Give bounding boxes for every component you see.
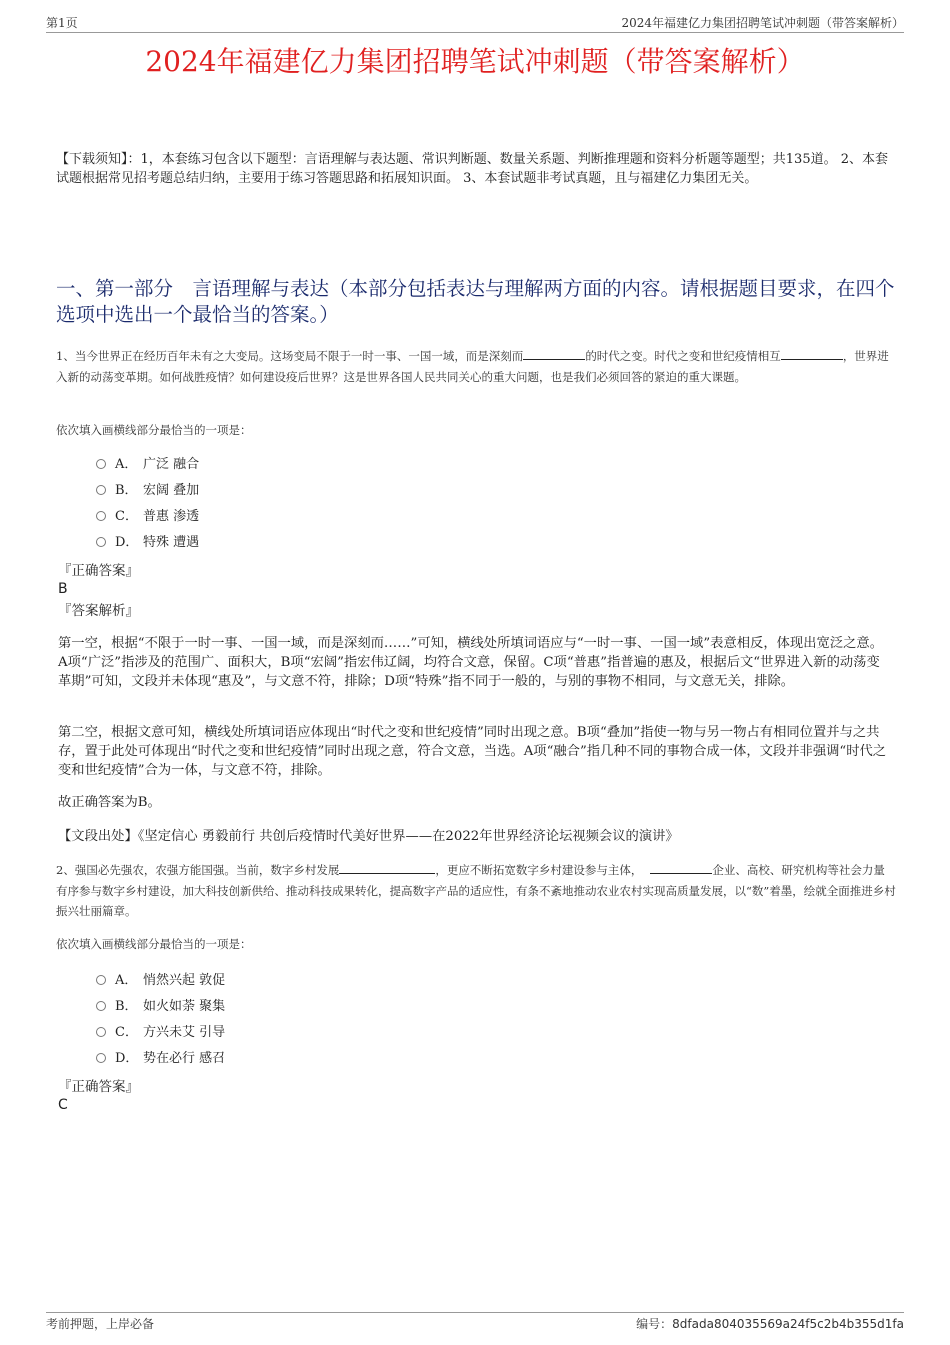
radio-icon[interactable] — [96, 1053, 106, 1063]
q1-analysis-conclusion: 故正确答案为B。 — [58, 795, 161, 810]
radio-icon[interactable] — [96, 537, 106, 547]
q2-answer: C — [58, 1097, 68, 1113]
q1-text-part-1: 1、当今世界正在经历百年未有之大变局。这场变局不限于一时一事、一国一域，而是深刻而 — [56, 349, 524, 363]
q1-source: 【文段出处】《坚定信心 勇毅前行 共创后疫情时代美好世界——在2022年世界经济论坛视频会议的演讲》 — [58, 829, 679, 844]
question-2-stem — [56, 860, 896, 922]
q1-text-part-2: 的时代之变。时代之变和世纪疫情相互 — [585, 349, 781, 363]
radio-icon[interactable] — [96, 1027, 106, 1037]
q1-text-part-3: ，世界进入新的动荡变革期。如何战胜疫情？如何建设疫后世界？这是世界各国人民共同关心的重大问题，也是我们必须回答的紧迫的重大课题。 — [56, 349, 889, 384]
q1-option-b[interactable]: B． 宏阔 叠加 — [96, 478, 199, 504]
footer-code — [636, 1315, 904, 1332]
q2-text-part-2: ，更应不断拓宽数字乡村建设参与主体， — [435, 863, 643, 877]
header-doc-title: 2024年福建亿力集团招聘笔试冲刺题（带答案解析） — [621, 16, 904, 30]
q1-blank-2 — [781, 346, 843, 360]
q2-options — [96, 968, 225, 1072]
page-number: 第1页 — [46, 16, 78, 30]
footer-slogan: 考前押题，上岸必备 — [46, 1317, 155, 1331]
radio-icon[interactable] — [96, 459, 106, 469]
q2-option-d[interactable]: D． 势在必行 感召 — [96, 1046, 225, 1072]
q1-answer-label: 『正确答案』 — [58, 563, 139, 579]
radio-icon[interactable] — [96, 485, 106, 495]
q1-instruction: 依次填入画横线部分最恰当的一项是： — [56, 423, 252, 437]
q2-answer-label: 『正确答案』 — [58, 1079, 139, 1095]
q2-text-part-1: 2、强国必先强农，农强方能国强。当前，数字乡村发展 — [56, 863, 340, 877]
page-header — [46, 14, 904, 33]
q2-option-c[interactable]: C． 方兴未艾 引导 — [96, 1020, 225, 1046]
footer-code-label: 编号： — [636, 1317, 673, 1331]
q1-analysis-label: 『答案解析』 — [58, 603, 139, 619]
radio-icon[interactable] — [96, 1001, 106, 1011]
q2-instruction: 依次填入画横线部分最恰当的一项是： — [56, 937, 252, 951]
q1-analysis-paragraph-2: 第二空，根据文意可知，横线处所填词语应体现出“时代之变和世纪疫情”同时出现之意。B项“叠加”指使一物与另一物占有相同位置并与之共存，置于此处可体现出“时代之变和世纪疫情”同时出现之意，符合文意，当选。A项“融合”指几种不同的事物合成一体，文段并非强调“时代之变和世纪疫情”合为一体，与文意不符，排除。 — [58, 725, 887, 778]
radio-icon[interactable] — [96, 511, 106, 521]
q1-option-a[interactable]: A． 广泛 融合 — [96, 452, 199, 478]
q2-text-part-3: 企业、高校、研究机构等社会力量有序参与数字乡村建设，加大科技创新供给、推动科技成果转化，提高数字产品的适应性，有条不紊地推动农业农村实现高质量发展，以“数”着墨，绘就全面推进乡村振兴壮丽篇章。 — [56, 863, 896, 918]
q1-analysis-paragraph-1: 第一空，根据“不限于一时一事、一国一域，而是深刻而……”可知，横线处所填词语应与“一时一事、一国一域”表意相反，体现出宽泛之意。A项“广泛”指涉及的范围广、面积大，B项“宏阔”指宏伟辽阔，均符合文意，保留。C项“普惠”指普遍的惠及，根据后文“世界进入新的动荡变革期”可知，文段并未体现“惠及”，与文意不符，排除；D项“特殊”指不同于一般的，与别的事物不相同，与文意无关，排除。 — [58, 636, 884, 689]
q2-blank-1 — [339, 860, 435, 874]
radio-icon[interactable] — [96, 975, 106, 985]
download-notice: 【下载须知】：1，本套练习包含以下题型：言语理解与表达题、常识判断题、数量关系题、判断推理题和资料分析题等题型；共135道。 2、本套试题根据常见招考题总结归纳，主要用于练习答题思路和拓展知识面。 3、本套试题非考试真题，且与福建亿力集团无关。 — [56, 152, 888, 186]
question-1-stem — [56, 346, 896, 387]
q1-answer: B — [58, 581, 68, 597]
q1-blank-1 — [523, 346, 585, 360]
page-footer — [46, 1312, 904, 1333]
footer-code-value: 8dfada804035569a24f5c2b4b355d1fa — [672, 1317, 904, 1331]
q2-option-b[interactable]: B． 如火如荼 聚集 — [96, 994, 225, 1020]
document-title: 2024年福建亿力集团招聘笔试冲刺题（带答案解析） — [145, 45, 805, 78]
q1-options — [96, 452, 199, 556]
q2-blank-2 — [650, 860, 712, 874]
section-heading: 一、第一部分 言语理解与表达（本部分包括表达与理解两方面的内容。请根据题目要求，在四个选项中选出一个最恰当的答案。） — [56, 277, 895, 326]
q2-option-a[interactable]: A． 悄然兴起 敦促 — [96, 968, 225, 994]
q1-option-d[interactable]: D． 特殊 遭遇 — [96, 530, 199, 556]
q1-option-c[interactable]: C． 普惠 渗透 — [96, 504, 199, 530]
